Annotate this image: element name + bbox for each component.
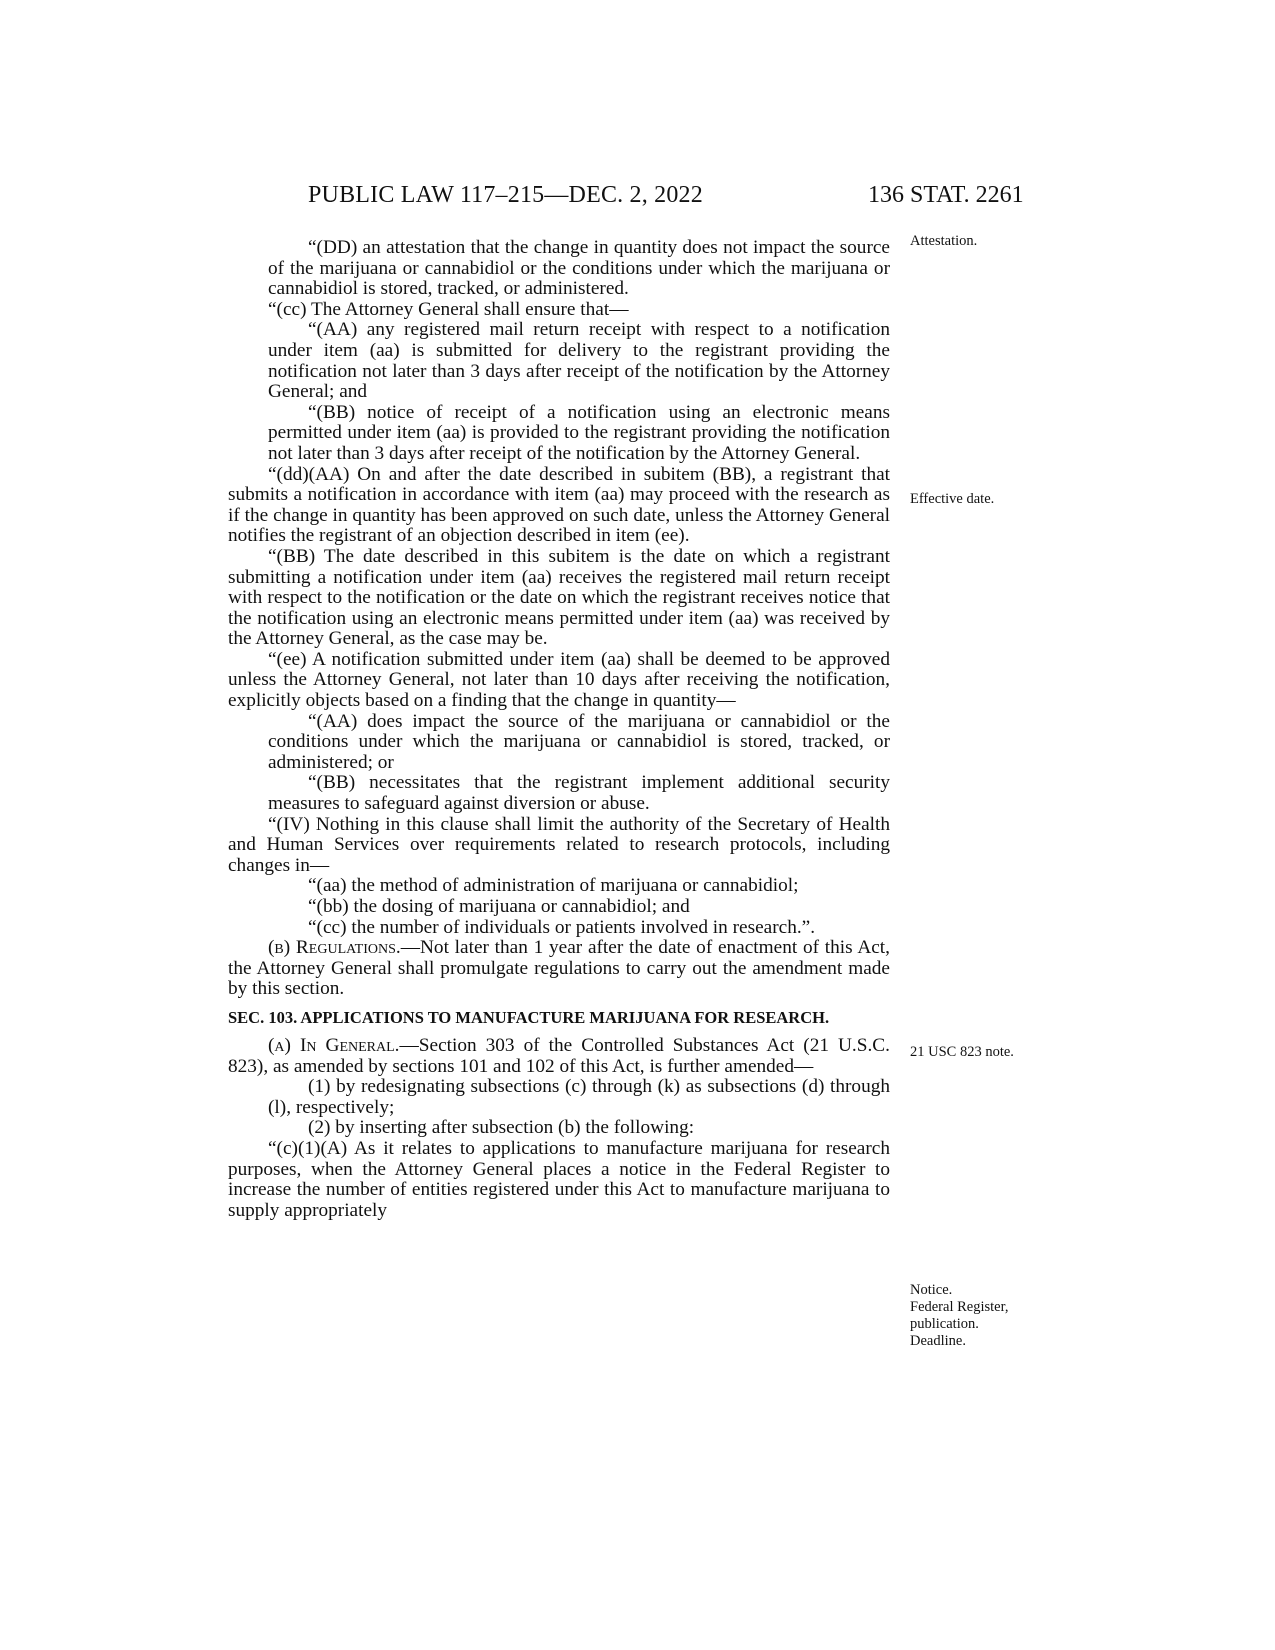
paragraph-ee: “(ee) A notification submitted under item (aa) shall be deemed to be approved unless the Attorney General, not later than 10 days after receiving the notification, explicitly objects based on a finding that the change in quantity— <box>228 648 890 712</box>
margin-note-effective-date: Effective date. <box>910 491 995 507</box>
paragraph-cc: “(cc) The Attorney General shall ensure that— <box>268 298 629 320</box>
in-general-text: —Section 303 of the Controlled Substances Act (21 U.S.C. 823), as amended by sections 101 and 102 of this Act, is further amended— <box>228 1034 890 1077</box>
paragraph-c1a: “(c)(1)(A) As it relates to applications to manufacture marijuana for research purposes, when the Attorney General places a notice in the Federal Register to increase the number of entities registered under this Act to manufacture marijuana to supply appropriately <box>228 1137 890 1221</box>
margin-note-attestation: Attestation. <box>910 233 978 249</box>
paragraph-cc-aa: “(AA) any registered mail return receipt with respect to a notification under item (aa) is submitted for delivery to the registrant providing the notification not later than 3 days after receipt of the notification by the Attorney General; and <box>268 319 890 403</box>
paragraph-b-regulations <box>228 938 890 1000</box>
margin-note-federal-register: Federal Register, <box>910 1299 1009 1315</box>
regulations-heading: (b) Regulations. <box>268 937 401 959</box>
paragraph-a-in-general <box>228 1036 890 1077</box>
paragraph-iv-cc: “(cc) the number of individuals or patients involved in research.”. <box>308 916 816 938</box>
margin-note-usc: 21 USC 823 note. <box>910 1044 1014 1060</box>
paragraph-iv: “(IV) Nothing in this clause shall limit the authority of the Secretary of Health and Human Services over requirements related to research protocols, including changes in— <box>228 813 890 876</box>
section-103-heading: SEC. 103. APPLICATIONS TO MANUFACTURE MARIJUANA FOR RESEARCH. <box>228 1007 830 1027</box>
paragraph-ee-bb: “(BB) necessitates that the registrant implement additional security measures to safeguard against diversion or abuse. <box>268 772 890 815</box>
in-general-heading: (a) In General. <box>268 1034 400 1056</box>
paragraph-iv-aa: “(aa) the method of administration of marijuana or cannabidiol; <box>308 875 799 897</box>
page-header-title: PUBLIC LAW 117–215—DEC. 2, 2022 <box>308 182 703 208</box>
paragraph-dd-bb: “(BB) The date described in this subitem is the date on which a registrant submitting a notification under item (aa) receives the registered mail return receipt with respect to the notification or the date on which the registrant receives notice that the notification using an electronic means permitted under item (aa) was received by the Attorney General, as the case may be. <box>228 545 890 650</box>
paragraph-ee-aa: “(AA) does impact the source of the marijuana or cannabidiol or the conditions under which the marijuana or cannabidiol is stored, tracked, or administered; or <box>268 710 890 773</box>
paragraph-a-2: (2) by inserting after subsection (b) the following: <box>308 1117 695 1139</box>
paragraph-cc-bb: “(BB) notice of receipt of a notification using an electronic means permitted under item (aa) is provided to the registrant providing the notification not later than 3 days after receipt of the notification by the Attorney General. <box>268 401 890 464</box>
paragraph-iv-bb: “(bb) the dosing of marijuana or cannabidiol; and <box>308 896 690 917</box>
regulations-text: —Not later than 1 year after the date of enactment of this Act, the Attorney General shall promulgate regulations to carry out the amendment made by this section. <box>228 937 890 1000</box>
margin-note-notice: Notice. <box>910 1282 953 1298</box>
statute-body <box>228 238 890 1221</box>
margin-note-deadline: Deadline. <box>910 1333 966 1349</box>
page-header-stat-ref: 136 STAT. 2261 <box>868 182 1024 208</box>
paragraph-a-1: (1) by redesignating subsections (c) through (k) as subsections (d) through (l), respectively; <box>268 1076 890 1118</box>
margin-note-publication: publication. <box>910 1316 979 1332</box>
paragraph-dd-attestation: “(DD) an attestation that the change in quantity does not impact the source of the marijuana or cannabidiol or the conditions under which the marijuana or cannabidiol is stored, tracked, or administered. <box>268 237 890 300</box>
margin-note-notice-group <box>910 1282 1008 1350</box>
paragraph-dd-aa: “(dd)(AA) On and after the date described in subitem (BB), a registrant that submits a notification in accordance with item (aa) may proceed with the research as if the change in quantity has been approved on such date, unless the Attorney General notifies the registrant of an objection described in item (ee). <box>228 463 890 547</box>
